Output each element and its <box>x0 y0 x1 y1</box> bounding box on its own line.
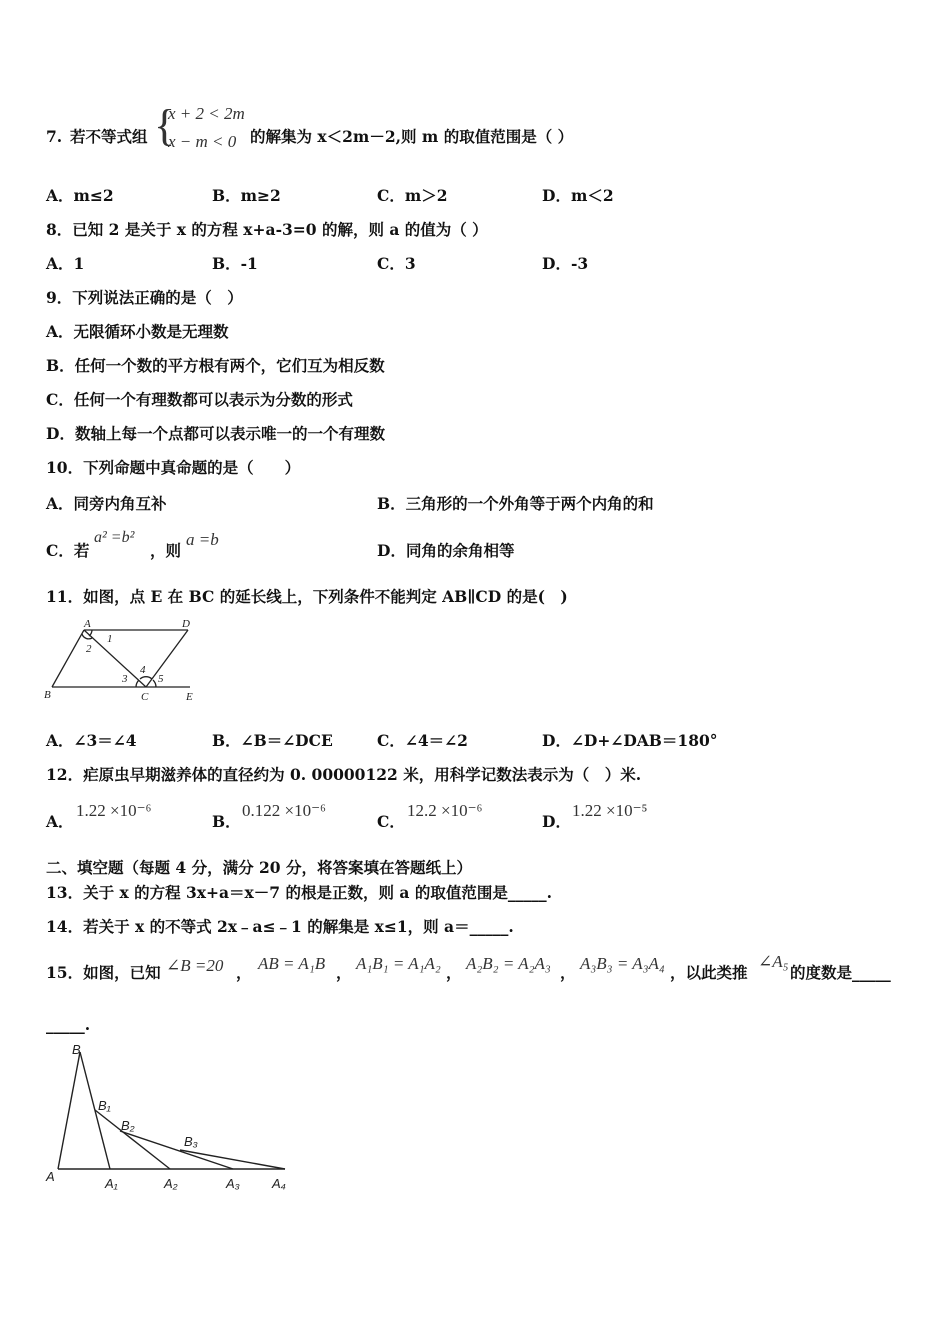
q15-math-ab: AB = A₁B <box>258 954 326 973</box>
q15-answer-blank: _____. <box>46 1015 91 1034</box>
label-d: D <box>182 618 190 630</box>
q11-option-a: A．∠3＝∠4 <box>46 731 137 750</box>
q10-option-c-math1: a² =b² <box>94 529 135 546</box>
label-a: A <box>46 1169 55 1184</box>
q7-system-eq2: x − m < 0 <box>168 132 237 151</box>
q15-math-a3b3: A₃B₃ = A₃A₄ <box>580 954 665 973</box>
q7-tail: 的解集为 x＜2m－2,则 m 的取值范围是（ ） <box>250 127 574 146</box>
q9-option-d: D．数轴上每一个点都可以表示唯一的一个有理数 <box>46 424 385 443</box>
label-b: B <box>72 1042 81 1057</box>
q12-text: 12．疟原虫早期滋养体的直径约为 0. 00000122 米，用科学记数法表示为（ ）米. <box>46 765 642 784</box>
q15-sep-3: ， <box>446 963 462 982</box>
q7-system-eq1: x + 2 < 2m <box>168 104 245 123</box>
angle-arc-4 <box>140 677 152 679</box>
label-b2: B₂ <box>121 1118 135 1133</box>
brace-icon: { <box>154 101 176 150</box>
label-a4: A₄ <box>272 1176 286 1191</box>
q7-option-b: B．m≥2 <box>212 186 281 205</box>
q15-math-angle-a5: ∠A₅ <box>758 952 789 971</box>
q15-math-a2b2: A₂B₂ = A₂A₃ <box>466 954 551 973</box>
line-a-b <box>58 1052 80 1169</box>
q15-lead: 15．如图，已知 <box>46 963 161 982</box>
q11-option-c: C．∠4＝∠2 <box>377 731 468 750</box>
q10-option-a: A．同旁内角互补 <box>46 494 167 513</box>
q8-option-a: A．1 <box>46 254 85 273</box>
label-b: B <box>44 689 51 701</box>
q11-option-b: B．∠B＝∠DCE <box>212 731 333 750</box>
label-2: 2 <box>86 643 92 655</box>
q15-sep-4: ， <box>560 963 576 982</box>
q7-option-c: C．m＞2 <box>377 186 448 205</box>
line-b3-a4 <box>180 1150 285 1169</box>
q9-option-a: A．无限循环小数是无理数 <box>46 322 229 341</box>
q7-option-a: A．m≤2 <box>46 186 114 205</box>
label-b3: B₃ <box>184 1134 198 1149</box>
label-b1: B₁ <box>98 1098 111 1113</box>
label-a3: A₃ <box>226 1176 240 1191</box>
q13-text: 13．关于 x 的方程 3x+a＝x－7 的根是正数，则 a 的取值范围是_____. <box>46 883 552 902</box>
q12-option-b-value: 0.122 ×10⁻⁶ <box>242 801 326 820</box>
angle-arc-3 <box>136 680 139 687</box>
label-1: 1 <box>107 633 113 645</box>
label-e: E <box>186 691 193 703</box>
line-ab <box>52 630 84 687</box>
angle-arc-1 <box>89 630 92 636</box>
q8-text: 8．已知 2 是关于 x 的方程 x+a-3=0 的解，则 a 的值为（ ） <box>46 220 488 239</box>
q15-triangles-figure <box>40 1040 300 1195</box>
q12-option-a-value: 1.22 ×10⁻⁶ <box>76 801 152 820</box>
label-c: C <box>141 691 149 703</box>
line-ac <box>84 630 146 687</box>
q15-math-a1b1: A₁B₁ = A₁A₂ <box>356 954 441 973</box>
q12-option-d-value: 1.22 ×10⁻⁵ <box>572 801 648 820</box>
label-a2: A₂ <box>164 1176 178 1191</box>
label-5: 5 <box>158 673 164 685</box>
q14-text: 14．若关于 x 的不等式 2x﹣a≤﹣1 的解集是 x≤1，则 a＝_____. <box>46 917 514 936</box>
q15-math-angle-b: ∠B =20 <box>166 956 224 975</box>
q10-option-c-math2: a =b <box>186 530 219 549</box>
q9-text: 9．下列说法正确的是（ ） <box>46 288 243 307</box>
label-a: A <box>84 618 91 630</box>
q9-option-b: B．任何一个数的平方根有两个，它们互为相反数 <box>46 356 385 375</box>
q10-option-c-mid: ，则 <box>150 541 182 560</box>
q10-text: 10．下列命题中真命题的是（ ） <box>46 458 301 477</box>
angle-arc-5 <box>153 680 156 687</box>
q12-option-a-letter: A． <box>46 812 74 831</box>
q15-sep-2: ， <box>336 963 352 982</box>
label-4: 4 <box>140 664 146 676</box>
label-a1: A₁ <box>105 1176 118 1191</box>
q12-option-b-letter: B． <box>212 812 241 831</box>
q9-option-c: C．任何一个有理数都可以表示为分数的形式 <box>46 390 353 409</box>
line-b2-a3 <box>120 1131 233 1169</box>
q8-option-b: B．-1 <box>212 254 258 273</box>
q7-number: 7. <box>46 127 63 146</box>
q11-option-d: D．∠D+∠DAB＝180° <box>542 731 718 750</box>
q10-option-d: D．同角的余角相等 <box>377 541 515 560</box>
q15-tail-2: 的度数是_____ <box>790 963 891 982</box>
q11-parallelogram-figure <box>40 612 210 704</box>
q10-option-c-lead: C．若 <box>46 541 90 560</box>
section-heading: 二、填空题（每题 4 分，满分 20 分，将答案填在答题纸上） <box>46 858 472 877</box>
q15-tail-1: ，以此类推 <box>670 963 748 982</box>
q10-option-b: B．三角形的一个外角等于两个内角的和 <box>377 494 654 513</box>
label-3: 3 <box>122 673 128 685</box>
q12-option-c-value: 12.2 ×10⁻⁶ <box>407 801 483 820</box>
q12-option-c-letter: C． <box>377 812 405 831</box>
q7-option-d: D．m＜2 <box>542 186 614 205</box>
q15-sep-1: ， <box>236 963 252 982</box>
q8-option-d: D．-3 <box>542 254 589 273</box>
q7-lead: 若不等式组 <box>70 127 148 146</box>
q11-text: 11．如图，点 E 在 BC 的延长线上，下列条件不能判定 AB∥CD 的是( ) <box>46 587 568 606</box>
q12-option-d-letter: D． <box>542 812 571 831</box>
q8-option-c: C．3 <box>377 254 416 273</box>
